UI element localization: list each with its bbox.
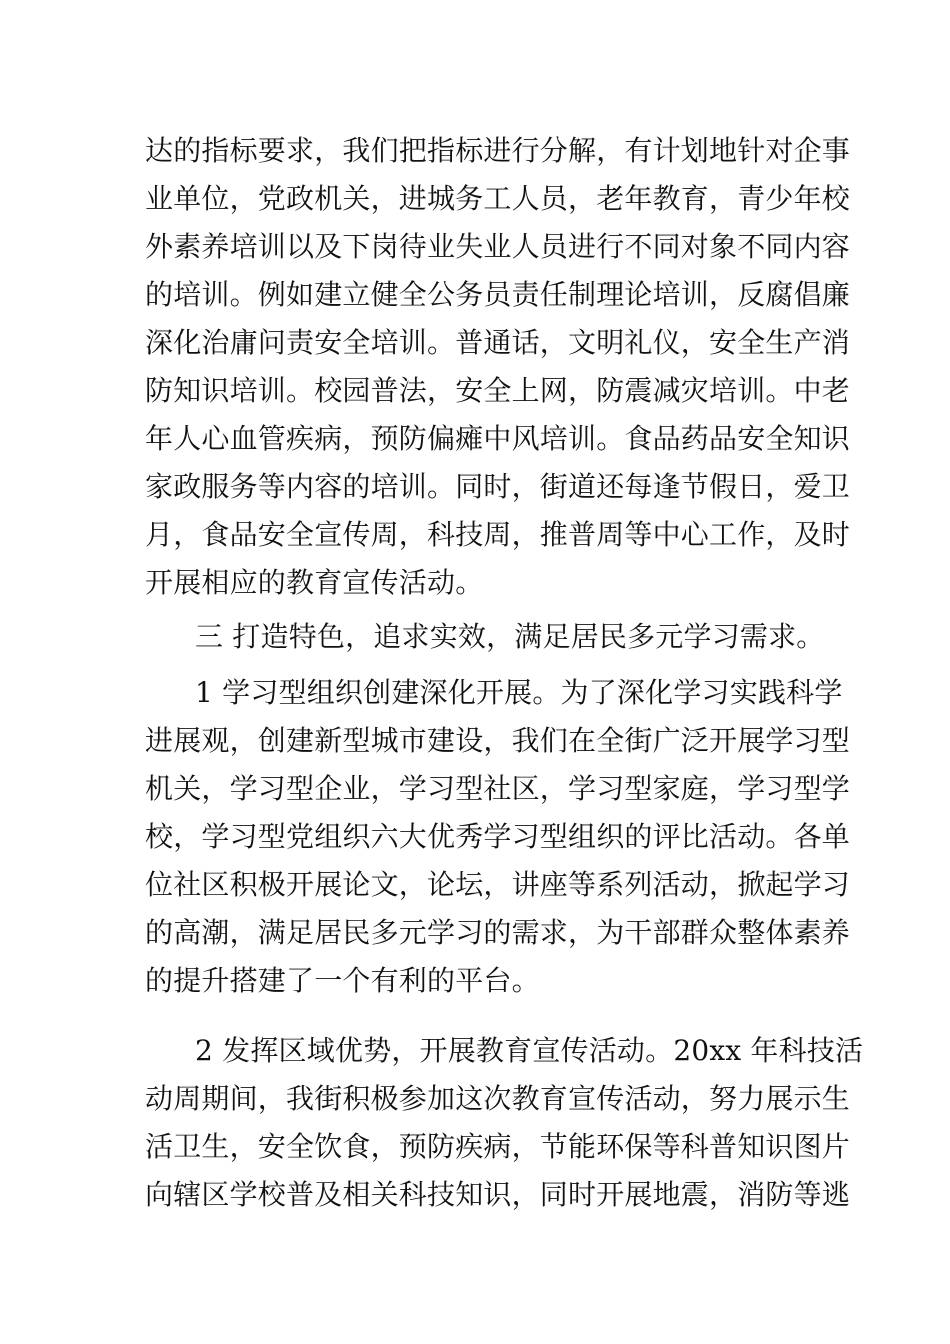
- text-line: 的培训。例如建立健全公务员责任制理论培训，反腐倡廉: [145, 278, 851, 311]
- text-line: 校，学习型党组织六大优秀学习型组织的评比活动。各单: [145, 820, 851, 853]
- text-line: 防知识培训。校园普法，安全上网，防震减灾培训。中老: [145, 374, 851, 407]
- text-line: 深化治庸问责安全培训。普通话，文明礼仪，安全生产消: [145, 326, 851, 359]
- text-line: 开展相应的教育宣传活动。: [145, 566, 484, 599]
- text-line: 家政服务等内容的培训。同时，街道还每逢节假日，爱卫: [145, 470, 851, 503]
- text-line: 业单位，党政机关，进城务工人员，老年教育，青少年校: [145, 182, 851, 215]
- text-line: 1 学习型组织创建深化开展。为了深化学习实践科学: [195, 676, 843, 709]
- text-line: 外素养培训以及下岗待业失业人员进行不同对象不同内容: [145, 230, 851, 263]
- text-line: 年人心血管疾病，预防偏瘫中风培训。食品药品安全知识: [145, 422, 851, 455]
- text-line: 2 发挥区域优势，开展教育宣传活动。20xx 年科技活: [195, 1034, 864, 1067]
- text-line: 月，食品安全宣传周，科技周，推普周等中心工作，及时: [145, 518, 851, 551]
- text-line: 位社区积极开展论文，论坛，讲座等系列活动，掀起学习: [145, 868, 851, 901]
- text-line: 动周期间，我街积极参加这次教育宣传活动，努力展示生: [145, 1082, 851, 1115]
- text-line: 的提升搭建了一个有利的平台。: [145, 964, 540, 997]
- text-line: 活卫生，安全饮食，预防疾病，节能环保等科普知识图片: [145, 1130, 851, 1163]
- section-heading: 三 打造特色，追求实效，满足居民多元学习需求。: [195, 620, 825, 653]
- text-line: 达的指标要求，我们把指标进行分解，有计划地针对企事: [145, 134, 851, 167]
- text-line: 的高潮，满足居民多元学习的需求，为干部群众整体素养: [145, 916, 851, 949]
- text-line: 向辖区学校普及相关科技知识，同时开展地震，消防等逃: [145, 1178, 851, 1211]
- text-line: 进展观，创建新型城市建设，我们在全街广泛开展学习型: [145, 724, 851, 757]
- text-line: 机关，学习型企业，学习型社区，学习型家庭，学习型学: [145, 772, 851, 805]
